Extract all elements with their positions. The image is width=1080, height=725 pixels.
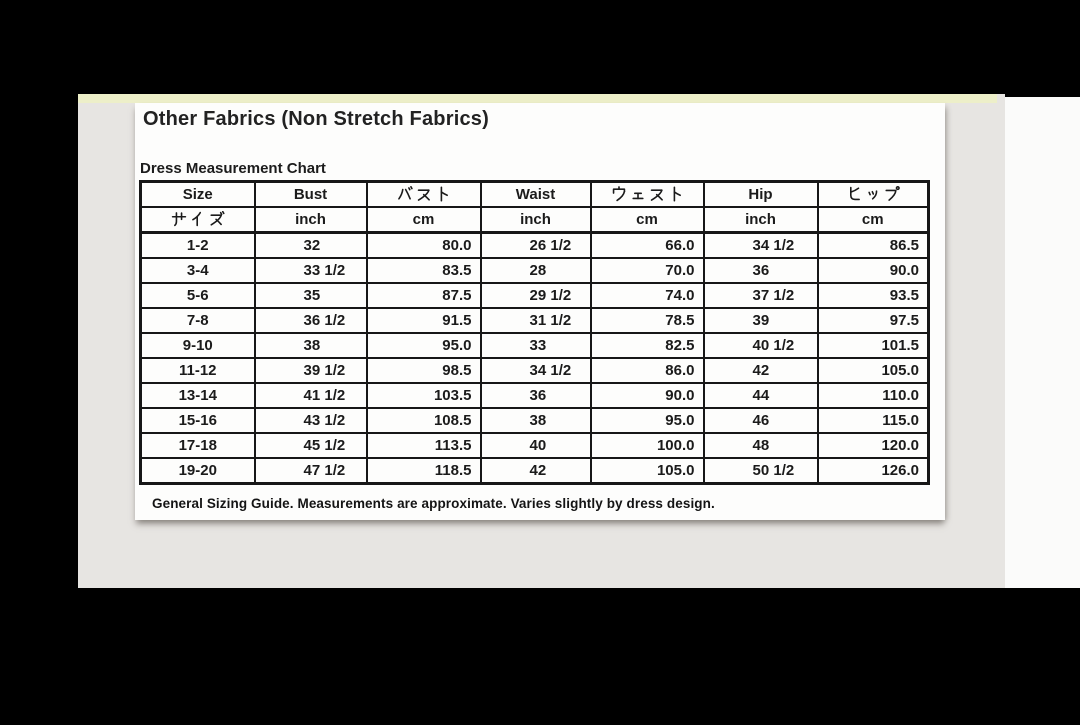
table-cell: 87.5	[367, 283, 481, 308]
table-cell: 95.0	[591, 408, 704, 433]
header-cell: cm	[367, 207, 481, 233]
table-cell: 35	[255, 283, 367, 308]
katakana-glyph	[435, 186, 451, 202]
header-cell	[591, 182, 704, 208]
table-cell: 113.5	[367, 433, 481, 458]
table-cell: 32	[255, 233, 367, 259]
header-cell	[367, 182, 481, 208]
table-cell: 5-6	[141, 283, 255, 308]
table-cell: 86.5	[818, 233, 929, 259]
table-cell: 105.0	[818, 358, 929, 383]
table-cell: 33 1/2	[255, 258, 367, 283]
table-cell: 38	[255, 333, 367, 358]
header-cell: Bust	[255, 182, 367, 208]
table-cell: 78.5	[591, 308, 704, 333]
table-cell: 17-18	[141, 433, 255, 458]
accent-strip	[78, 94, 997, 103]
table-cell: 15-16	[141, 408, 255, 433]
table-cell: 97.5	[818, 308, 929, 333]
katakana-glyph	[397, 186, 413, 202]
right-gutter	[1005, 97, 1080, 588]
table-cell: 98.5	[367, 358, 481, 383]
katakana-glyph	[630, 186, 646, 202]
katakana-glyph	[668, 186, 684, 202]
table-cell: 120.0	[818, 433, 929, 458]
table-cell: 40 1/2	[704, 333, 818, 358]
table-cell: 101.5	[818, 333, 929, 358]
table-cell: 43 1/2	[255, 408, 367, 433]
table-cell: 3-4	[141, 258, 255, 283]
table-cell: 44	[704, 383, 818, 408]
table-cell: 90.0	[591, 383, 704, 408]
table-cell: 9-10	[141, 333, 255, 358]
katakana-glyph	[846, 186, 862, 202]
header-cell: inch	[481, 207, 591, 233]
header-cell: cm	[591, 207, 704, 233]
table-cell: 70.0	[591, 258, 704, 283]
table-cell: 66.0	[591, 233, 704, 259]
table-cell: 82.5	[591, 333, 704, 358]
table-cell: 1-2	[141, 233, 255, 259]
table-cell: 36	[481, 383, 591, 408]
table-cell: 28	[481, 258, 591, 283]
katakana-glyph	[611, 186, 627, 202]
table-cell: 118.5	[367, 458, 481, 484]
table-cell: 13-14	[141, 383, 255, 408]
page-title: Other Fabrics (Non Stretch Fabrics)	[143, 108, 489, 130]
header-cell: Waist	[481, 182, 591, 208]
table-cell: 74.0	[591, 283, 704, 308]
document-panel	[135, 103, 945, 520]
table-cell: 46	[704, 408, 818, 433]
header-cell	[818, 182, 929, 208]
table-cell: 103.5	[367, 383, 481, 408]
table-cell: 91.5	[367, 308, 481, 333]
table-cell: 42	[481, 458, 591, 484]
table-cell: 108.5	[367, 408, 481, 433]
table-cell: 48	[704, 433, 818, 458]
table-cell: 40	[481, 433, 591, 458]
table-cell: 34 1/2	[704, 233, 818, 259]
table-cell: 36 1/2	[255, 308, 367, 333]
chart-label: Dress Measurement Chart	[140, 160, 326, 177]
table-cell: 45 1/2	[255, 433, 367, 458]
table-cell: 41 1/2	[255, 383, 367, 408]
table-cell: 47 1/2	[255, 458, 367, 484]
header-cell: Size	[141, 182, 255, 208]
katakana-glyph	[649, 186, 665, 202]
katakana-glyph	[865, 186, 881, 202]
table-cell: 100.0	[591, 433, 704, 458]
sizing-guide-note: General Sizing Guide. Measurements are approximate. Varies slightly by dress design.	[152, 496, 715, 511]
table-cell: 86.0	[591, 358, 704, 383]
katakana-glyph	[884, 186, 900, 202]
table-cell: 37 1/2	[704, 283, 818, 308]
table-cell: 31 1/2	[481, 308, 591, 333]
table-cell: 50 1/2	[704, 458, 818, 484]
table-cell: 115.0	[818, 408, 929, 433]
table-cell: 36	[704, 258, 818, 283]
katakana-glyph	[416, 186, 432, 202]
table-cell: 93.5	[818, 283, 929, 308]
page-background	[78, 94, 1005, 588]
table-cell: 126.0	[818, 458, 929, 484]
table-cell: 83.5	[367, 258, 481, 283]
table-cell: 33	[481, 333, 591, 358]
table-cell: 39 1/2	[255, 358, 367, 383]
table-cell: 11-12	[141, 358, 255, 383]
measurement-table	[139, 180, 930, 485]
table-cell: 29 1/2	[481, 283, 591, 308]
header-cell	[141, 207, 255, 233]
table-cell: 7-8	[141, 308, 255, 333]
katakana-glyph	[171, 211, 187, 227]
table-cell: 110.0	[818, 383, 929, 408]
table-cell: 19-20	[141, 458, 255, 484]
katakana-glyph	[190, 211, 206, 227]
table-cell: 39	[704, 308, 818, 333]
table-cell: 38	[481, 408, 591, 433]
table-cell: 80.0	[367, 233, 481, 259]
katakana-glyph	[209, 211, 225, 227]
table-cell: 34 1/2	[481, 358, 591, 383]
table-cell: 95.0	[367, 333, 481, 358]
header-cell: inch	[255, 207, 367, 233]
table-cell: 105.0	[591, 458, 704, 484]
table-cell: 90.0	[818, 258, 929, 283]
header-cell: inch	[704, 207, 818, 233]
table-cell: 42	[704, 358, 818, 383]
header-cell: cm	[818, 207, 929, 233]
table-cell: 26 1/2	[481, 233, 591, 259]
header-cell: Hip	[704, 182, 818, 208]
